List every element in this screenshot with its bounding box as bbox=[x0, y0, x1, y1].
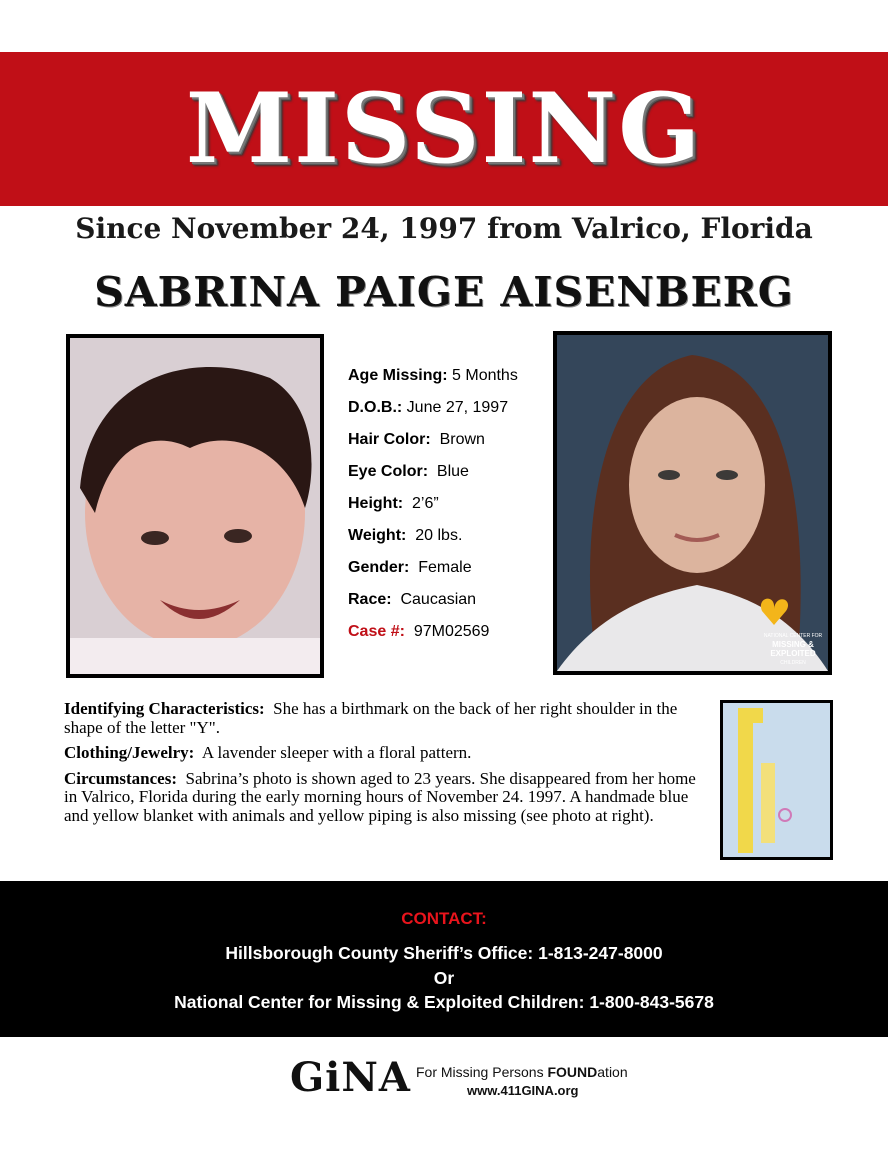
detail-label: Weight: bbox=[348, 527, 407, 544]
gina-tag-suffix: ation bbox=[597, 1064, 628, 1080]
contact-ncmec: National Center for Missing & Exploited Children: 1-800-843-5678 bbox=[174, 992, 714, 1012]
detail-label: Hair Color: bbox=[348, 431, 431, 448]
ncmec-line4: CHILDREN bbox=[780, 660, 806, 666]
missing-banner bbox=[0, 52, 888, 206]
clothing-label: Clothing/Jewelry: bbox=[64, 743, 195, 762]
description-block bbox=[64, 700, 704, 832]
detail-value: 2’6” bbox=[412, 495, 439, 512]
detail-value: Caucasian bbox=[400, 591, 477, 608]
detail-height bbox=[348, 488, 548, 520]
detail-label: Race: bbox=[348, 591, 392, 608]
detail-label: D.O.B.: bbox=[348, 399, 403, 416]
detail-value: Brown bbox=[439, 431, 485, 448]
circumstances-text: Sabrina’s photo is shown aged to 23 years. She disappeared from her home in Valrico, Florida during the early morning hours of November 24. 1997. A handmade blue and yellow blanket with animals and yellow piping is also missing (see photo at right). bbox=[64, 768, 696, 825]
age-progressed-illustration bbox=[557, 335, 828, 671]
clothing-text: A lavender sleeper with a floral pattern. bbox=[201, 743, 472, 762]
gina-tag-bold: FOUND bbox=[547, 1064, 598, 1080]
circumstances-label: Circumstances: bbox=[64, 768, 177, 788]
blanket-illustration bbox=[723, 703, 830, 857]
detail-label: Gender: bbox=[348, 559, 410, 576]
contact-section bbox=[0, 881, 888, 1037]
contact-or: Or bbox=[433, 968, 455, 988]
age-progressed-photo bbox=[553, 331, 832, 675]
detail-value: 5 Months bbox=[452, 367, 518, 384]
detail-value: Female bbox=[418, 559, 472, 576]
identifying-label: Identifying Characteristics: bbox=[64, 699, 265, 718]
baby-photo-illustration bbox=[70, 338, 320, 674]
gina-url: www.411GINA.org bbox=[467, 1083, 579, 1098]
detail-gender bbox=[348, 552, 548, 584]
detail-value: June 27, 1997 bbox=[406, 399, 509, 416]
detail-label: Case #: bbox=[348, 623, 405, 640]
details-list bbox=[348, 360, 548, 648]
blanket-photo bbox=[720, 700, 833, 860]
gina-logo: GiNA bbox=[290, 1054, 411, 1101]
detail-race bbox=[348, 584, 548, 616]
detail-label: Age Missing: bbox=[348, 367, 448, 384]
detail-eye-color bbox=[348, 456, 548, 488]
footer bbox=[0, 1054, 888, 1110]
missing-person-name: SABRINA PAIGE AISENBERG bbox=[94, 268, 794, 316]
ncmec-line3: EXPLOITED bbox=[770, 649, 816, 658]
identifying-characteristics bbox=[64, 700, 704, 737]
detail-hair-color bbox=[348, 424, 548, 456]
contact-sheriff: Hillsborough County Sheriff’s Office: 1-813-247-8000 bbox=[225, 943, 663, 963]
ncmec-line2: MISSING & bbox=[772, 640, 814, 649]
identifying-text: She has a birthmark on the back of her right shoulder in the shape of the letter "Y". bbox=[64, 699, 678, 737]
detail-age-missing bbox=[348, 360, 548, 392]
detail-dob bbox=[348, 392, 548, 424]
contact-title: CONTACT: bbox=[401, 909, 487, 928]
circumstances bbox=[64, 770, 704, 826]
clothing-jewelry bbox=[64, 744, 704, 763]
detail-value: 97M02569 bbox=[413, 623, 490, 640]
detail-weight bbox=[348, 520, 548, 552]
detail-case-number bbox=[348, 616, 548, 648]
detail-label: Eye Color: bbox=[348, 463, 429, 480]
missing-since-text: Since November 24, 1997 from Valrico, Florida bbox=[75, 212, 813, 245]
detail-value: 20 lbs. bbox=[415, 527, 463, 544]
detail-value: Blue bbox=[436, 463, 469, 480]
detail-label: Height: bbox=[348, 495, 404, 512]
ncmec-line1: NATIONAL CENTER FOR bbox=[763, 633, 823, 639]
gina-tagline bbox=[416, 1064, 628, 1080]
banner-title: MISSING bbox=[185, 72, 703, 185]
gina-tag-prefix: For Missing Persons bbox=[416, 1064, 548, 1080]
baby-photo bbox=[66, 334, 324, 678]
